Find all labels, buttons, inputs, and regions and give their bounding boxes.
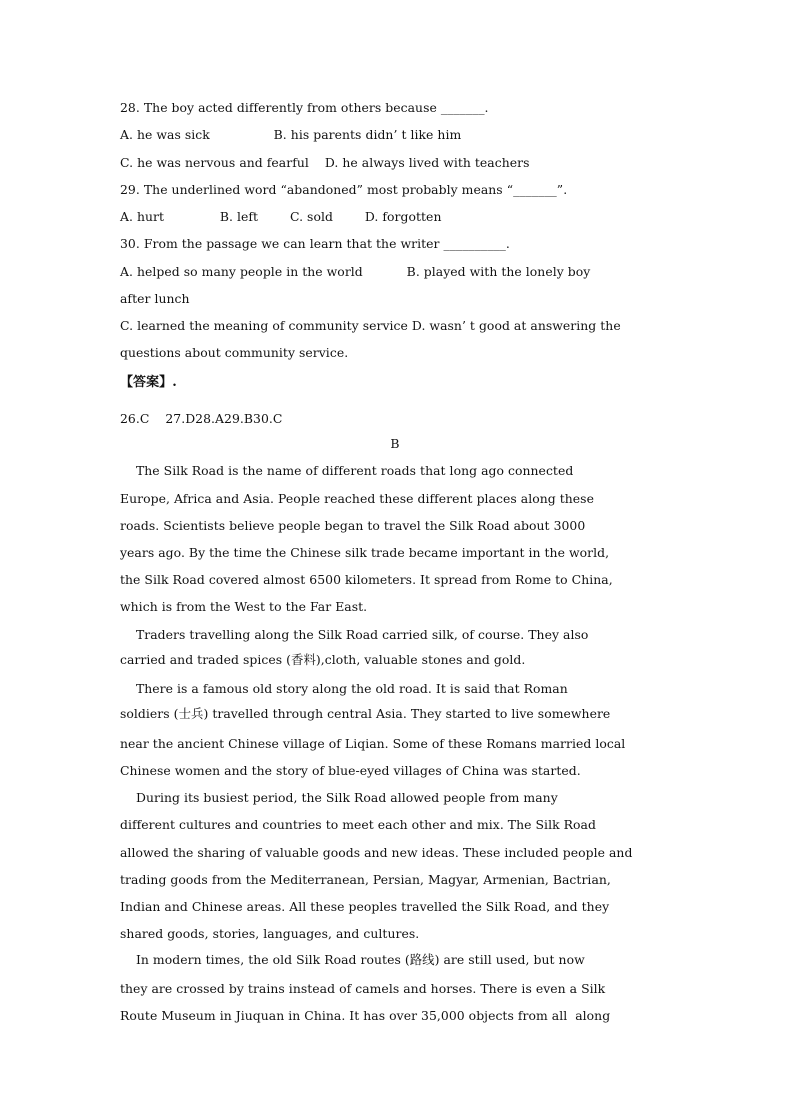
passage-line: Route Museum in Jiuquan in China. It has over 35,000 objects from all along (120, 1008, 611, 1023)
passage-line: The Silk Road is the name of different roads that long ago connected (120, 463, 574, 478)
passage-line: near the ancient Chinese village of Liqian. Some of these Romans married local (120, 736, 626, 751)
passage-line: There is a famous old story along the old road. It is said that Roman (120, 681, 568, 696)
passage-line: carried and traded spices (香料),cloth, valuable stones and gold. (120, 652, 526, 667)
passage-line: which is from the West to the Far East. (120, 599, 368, 614)
passage-line: the Silk Road covered almost 6500 kilometers. It spread from Rome to China, (120, 572, 613, 587)
question-30-options-ab-cont: after lunch (120, 291, 190, 306)
passage-line: years ago. By the time the Chinese silk trade became important in the world, (120, 545, 610, 560)
passage-line: allowed the sharing of valuable goods and new ideas. These included people and (120, 845, 633, 860)
passage-line: During its busiest period, the Silk Road allowed people from many (120, 790, 558, 805)
passage-line: they are crossed by trains instead of camels and horses. There is even a Silk (120, 981, 606, 996)
question-29-stem: 29. The underlined word “abandoned” most probably means “_______”. (120, 182, 568, 197)
passage-line: Traders travelling along the Silk Road carried silk, of course. They also (120, 627, 589, 642)
passage-line: trading goods from the Mediterranean, Persian, Magyar, Armenian, Bactrian, (120, 872, 611, 887)
passage-heading: B (390, 436, 400, 451)
passage-line: shared goods, stories, languages, and cultures. (120, 926, 420, 941)
passage-line: In modern times, the old Silk Road routes (路线) are still used, but now (120, 952, 585, 967)
question-28-stem: 28. The boy acted differently from others because _______. (120, 100, 489, 115)
question-28-options-cd: C. he was nervous and fearful D. he always lived with teachers (120, 155, 530, 170)
answer-values: 26.C 27.D28.A29.B30.C (120, 411, 283, 426)
passage-line: Europe, Africa and Asia. People reached these different places along these (120, 491, 594, 506)
answer-label: 【答案】. (120, 375, 177, 390)
passage-line: soldiers (士兵) travelled through central Asia. They started to live somewhere (120, 706, 611, 721)
question-30-stem: 30. From the passage we can learn that the writer __________. (120, 236, 510, 251)
passage-line: Indian and Chinese areas. All these peoples travelled the Silk Road, and they (120, 899, 610, 914)
question-30-options-cd-cont: questions about community service. (120, 345, 349, 360)
question-28-options-ab: A. he was sick B. his parents didn’ t like him (120, 127, 462, 142)
passage-line: Chinese women and the story of blue-eyed villages of China was started. (120, 763, 581, 778)
question-30-options-cd: C. learned the meaning of community service D. wasn’ t good at answering the (120, 318, 621, 333)
passage-line: roads. Scientists believe people began to travel the Silk Road about 3000 (120, 518, 586, 533)
passage-line: different cultures and countries to meet each other and mix. The Silk Road (120, 817, 596, 832)
question-29-options: A. hurt B. left C. sold D. forgotten (120, 209, 442, 224)
question-30-options-ab: A. helped so many people in the world B. played with the lonely boy (120, 264, 591, 279)
